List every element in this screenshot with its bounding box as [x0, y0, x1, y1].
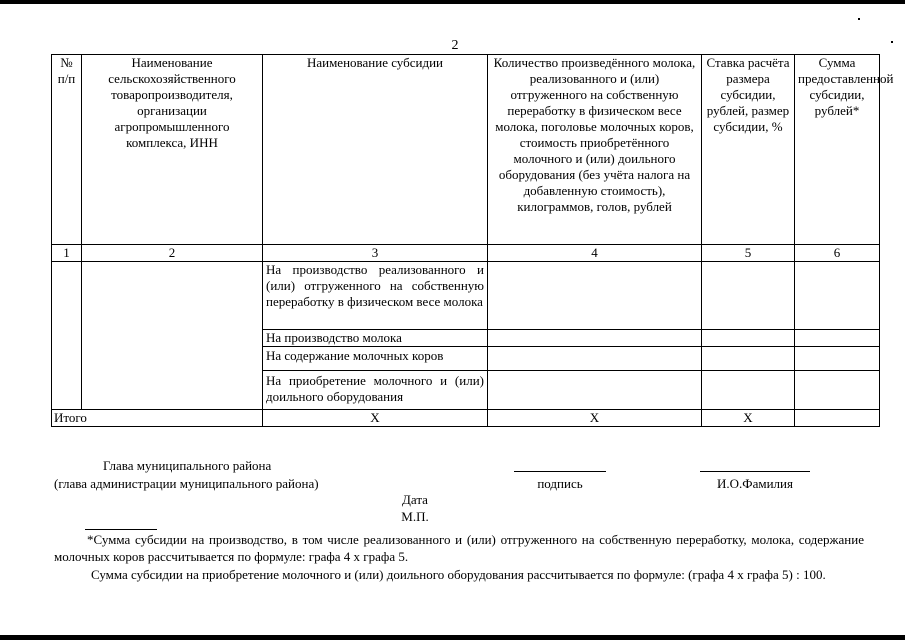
date-label: Дата [402, 492, 428, 507]
footnote-separator [85, 529, 157, 530]
empty-cell [795, 330, 880, 347]
header-cell-rate: Ставка расчёта размера субсидии, рублей, размер субсидии, % [702, 55, 795, 245]
empty-cell [702, 330, 795, 347]
column-number: 6 [795, 245, 880, 262]
header-cell-amount: Сумма предоставленной субсидии, рублей* [795, 55, 880, 245]
empty-cell [795, 410, 880, 427]
total-label: Итого [52, 410, 263, 427]
scan-speck [891, 41, 893, 43]
table-header-row [52, 55, 880, 245]
empty-cell [795, 262, 880, 330]
scan-speck [858, 18, 860, 20]
signatory-title: Глава муниципального района [103, 458, 272, 473]
signature-label: подпись [537, 476, 583, 491]
header-cell-subsidy-name: Наименование субсидии [263, 55, 488, 245]
column-number: 5 [702, 245, 795, 262]
empty-cell [795, 371, 880, 410]
subsidy-name-cell: На производство молока [263, 330, 488, 347]
top-border [0, 0, 905, 4]
total-row [52, 410, 880, 427]
table-row [52, 262, 880, 330]
subsidy-name-cell: На производство реализованного и (или) отгруженного на собственную переработку в физическом весе молока [263, 262, 488, 330]
column-number: 1 [52, 245, 82, 262]
signatory-title-alt: (глава администрации муниципального района) [54, 476, 319, 491]
empty-cell [702, 371, 795, 410]
empty-cell [488, 347, 702, 371]
empty-cell [702, 347, 795, 371]
header-cell-producer: Наименование сельскохозяйственного товаропроизводителя, организации агропромышленного комплекса, ИНН [82, 55, 263, 245]
column-number-row [52, 245, 880, 262]
column-number: 3 [263, 245, 488, 262]
stamp-label: М.П. [401, 509, 429, 524]
subsidy-name-cell: На содержание молочных коров [263, 347, 488, 371]
header-cell-quantity: Количество произведённого молока, реализованного и (или) отгруженного на собственную переработку в физическом весе молока, поголовье молочных коров, стоимость приобретённого молочного и (или) доильного оборудования (без учёта налога на добавленную стоимость), килограммов, голов, рублей [488, 55, 702, 245]
empty-cell [488, 371, 702, 410]
empty-cell [702, 262, 795, 330]
subsidy-name-cell: На приобретение молочного и (или) доильного оборудования [263, 371, 488, 410]
footnote-formula-2: Сумма субсидии на приобретение молочного и (или) доильного оборудования рассчитывается по формуле: (графа 4 х графа 5) : 100. [91, 567, 826, 582]
empty-cell [488, 262, 702, 330]
footnote-formula-1: *Сумма субсидии на производство, в том числе реализованного и (или) отгруженного на собственную переработку, молока, содержание молочных коров рассчитывается по формуле: графа 4 х графа 5. [54, 532, 864, 564]
empty-cell [82, 262, 263, 410]
empty-cell [52, 262, 82, 410]
subsidy-table [51, 54, 894, 427]
name-label: И.О.Фамилия [717, 476, 793, 491]
header-cell-number: № п/п [52, 55, 82, 245]
column-number: 4 [488, 245, 702, 262]
column-number: 2 [82, 245, 263, 262]
name-line [700, 471, 810, 472]
empty-cell [795, 347, 880, 371]
page-number: 2 [451, 38, 459, 53]
empty-cell [488, 330, 702, 347]
total-cell-col5: Х [702, 410, 795, 427]
bottom-border [0, 635, 905, 640]
signature-line [514, 471, 606, 472]
total-cell-col3: Х [263, 410, 488, 427]
total-cell-col4: Х [488, 410, 702, 427]
